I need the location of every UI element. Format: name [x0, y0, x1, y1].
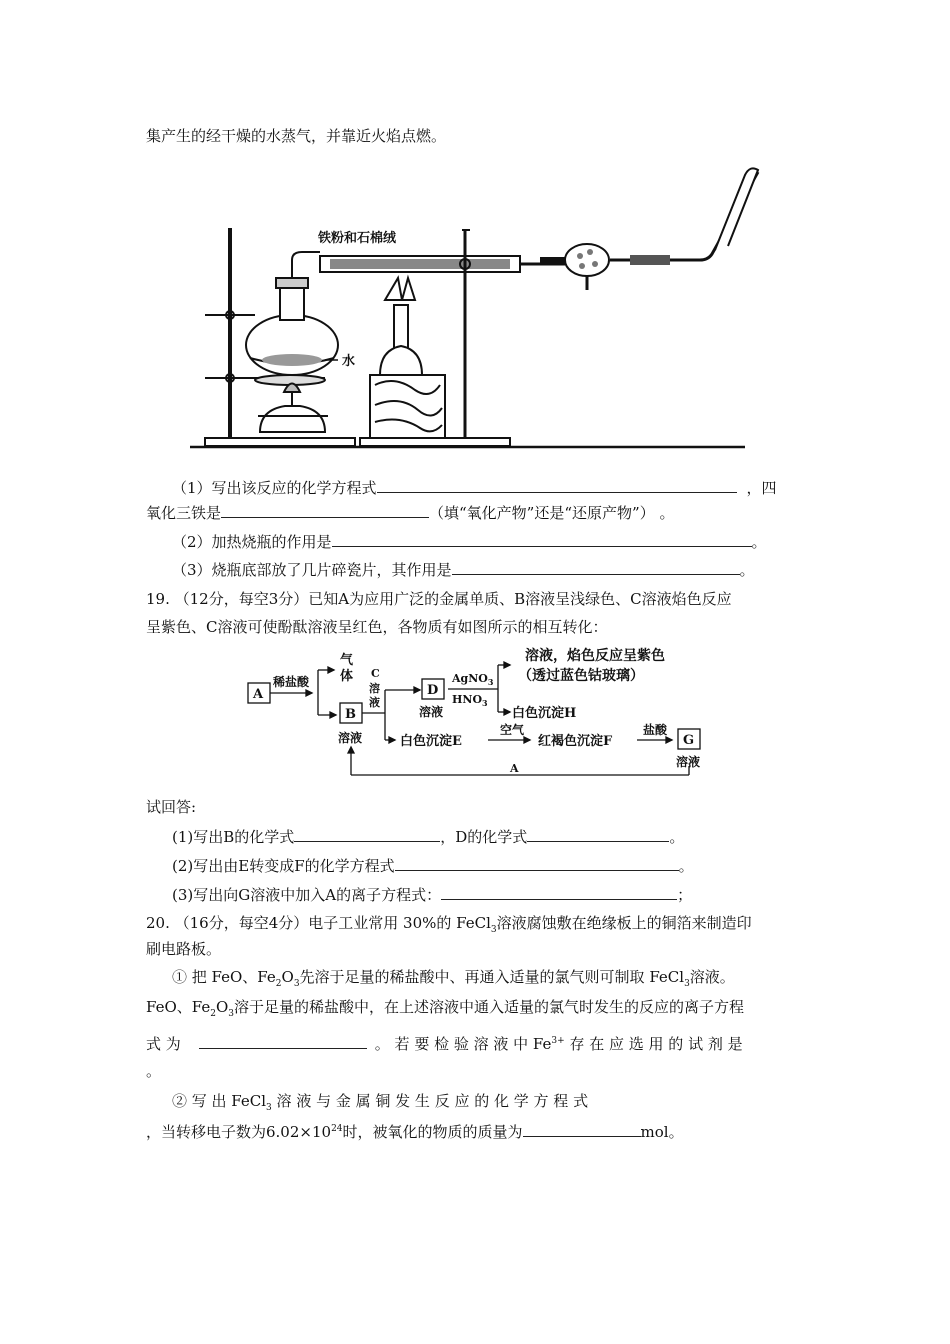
subscript: 2 — [210, 1009, 216, 1019]
q20-p1-text-c: 先溶于足量的稀盐酸中、再通入适量的氯气则可制取 FeCl — [299, 968, 685, 986]
answer-blank[interactable] — [441, 883, 677, 900]
answer-blank[interactable] — [221, 501, 429, 518]
q20-part2-line2 — [146, 1118, 684, 1143]
flow-air: 空气 — [500, 723, 525, 737]
answer-blank[interactable] — [332, 530, 752, 547]
q20-p3-text-b: 。 若 要 检 验 溶 液 中 Fe — [374, 1035, 552, 1053]
q19-sub1-line — [172, 825, 684, 848]
q20-p5-text-b: 溶 液 与 金 属 铜 发 生 反 应 的 化 学 方 程 式 — [271, 1092, 589, 1110]
q20-part1-line4: 。 — [146, 1062, 162, 1080]
flow-solution-note: （透过蓝色钴玻璃） — [518, 668, 644, 684]
answer-blank[interactable] — [294, 825, 440, 842]
answer-blank[interactable] — [377, 476, 737, 493]
q20-p2-text-b: O — [215, 998, 229, 1016]
flow-hcl: 稀盐酸 — [273, 675, 310, 689]
q19-flow-diagram — [240, 640, 720, 785]
flow-c-2: 溶 — [369, 682, 380, 695]
flow-gas-2: 体 — [340, 669, 354, 684]
q20-part1-line — [172, 966, 735, 995]
flow-hno3: HNO — [452, 693, 483, 706]
answer-blank[interactable] — [523, 1120, 641, 1137]
flow-agno3-sub: 3 — [487, 677, 494, 687]
q19-sub2-text: (2)写出由E转变成F的化学方程式 — [172, 857, 395, 875]
period: 。 — [669, 828, 685, 846]
flow-D-solution: 溶液 — [419, 705, 444, 719]
q19-try-answer: 试回答: — [146, 798, 197, 816]
q20-p6-text-c: mol。 — [640, 1123, 684, 1141]
q20-p3-text-a: 式 为 — [146, 1035, 181, 1053]
svg-text:AgNO3 — [451, 672, 494, 687]
flow-F: 红褐色沉淀F — [538, 734, 613, 749]
answer-blank[interactable] — [452, 558, 740, 575]
apparatus-diagram — [180, 160, 780, 455]
subscript: 3 — [228, 1009, 235, 1019]
answer-blank[interactable] — [527, 825, 669, 842]
q18-part2-line — [172, 530, 767, 553]
q20-header-2: 刷电路板。 — [146, 940, 222, 958]
flow-H: 白色沉淀H — [512, 706, 577, 721]
q19-header-1: 19. （12分，每空3分）已知A为应用广泛的金属单质、B溶液呈浅绿色、C溶液焰色反应 — [146, 590, 732, 608]
q19-sub1-text-b: ，D的化学式 — [440, 828, 528, 846]
period: 。 — [678, 857, 694, 875]
flow-solution-top: 溶液，焰色反应呈紫色 — [525, 648, 665, 664]
q20-p6-text-b: 时，被氧化的物质的质量为 — [342, 1123, 523, 1141]
label-iron-powder: 铁粉和石棉绒 — [318, 231, 397, 246]
q19-sub3-text: (3)写出向G溶液中加入A的离子方程式： — [172, 886, 442, 904]
flow-B-solution: 溶液 — [338, 731, 363, 745]
q20-p2-text-a: FeO、Fe — [146, 998, 211, 1016]
flow-back-A: A — [510, 762, 519, 775]
answer-blank[interactable] — [395, 854, 679, 871]
subscript: 3 — [293, 979, 300, 989]
q20-part2-line — [172, 1090, 588, 1119]
flow-A: A — [253, 687, 264, 702]
q20-p1-text-a: ① 把 FeO、Fe — [172, 968, 276, 986]
intro-text: 集产生的经干燥的水蒸气，并靠近火焰点燃。 — [146, 127, 447, 145]
q18-part1-hint: （填“氧化产物”还是“还原产物”） 。 — [429, 504, 675, 522]
q20-p6-text-a: ，当转移电子数为6.02×10 — [146, 1123, 332, 1141]
q18-part1-line2 — [146, 501, 674, 524]
q18-part1-tail: ，四 — [746, 479, 777, 497]
subscript: 3 — [266, 1103, 272, 1113]
answer-blank[interactable] — [199, 1032, 367, 1049]
svg-text:HNO3 — [452, 693, 488, 708]
flow-B: B — [345, 707, 356, 722]
q20-p1-text-d: 溶液。 — [689, 968, 735, 986]
q20-header-text: 20. （16分，每空4分）电子工业常用 30%的 FeCl — [146, 914, 491, 932]
q20-p3-text-c: 存 在 应 选 用 的 试 剂 是 — [564, 1035, 743, 1053]
q20-part1-line2 — [146, 996, 744, 1025]
q20-part1-line3 — [146, 1030, 743, 1055]
q19-sub2-line — [172, 854, 694, 877]
subscript: 2 — [275, 979, 282, 989]
q19-sub3-line — [172, 883, 692, 906]
q20-header-1 — [146, 912, 752, 941]
flow-c-3: 液 — [369, 696, 380, 709]
period: 。 — [739, 561, 755, 579]
q20-p5-text-a: ② 写 出 FeCl — [172, 1092, 267, 1110]
label-water: 水 — [342, 354, 356, 369]
flow-D: D — [427, 683, 439, 698]
q18-part3-line — [172, 558, 755, 581]
q18-part1-line — [172, 476, 777, 499]
superscript: 3+ — [551, 1036, 565, 1046]
flow-hno3-sub: 3 — [482, 698, 488, 708]
flow-gas-1: 气 — [340, 653, 354, 668]
q20-header-text-b: 溶液腐蚀敷在绝缘板上的铜箔来制造印 — [496, 914, 752, 932]
q20-p2-text-c: 溶于足量的稀盐酸中，在上述溶液中通入适量的氯气时发生的反应的离子方程 — [234, 998, 745, 1016]
q20-p1-text-b: O — [281, 968, 294, 986]
q18-part1-text2: 氧化三铁是 — [146, 504, 222, 522]
subscript: 3 — [684, 979, 690, 989]
flow-c-1: C — [371, 667, 380, 680]
q18-part3-text: （3）烧瓶底部放了几片碎瓷片，其作用是 — [172, 561, 452, 579]
flow-hcl-2: 盐酸 — [643, 723, 668, 737]
semicolon: ； — [677, 886, 693, 904]
flow-agno3: AgNO — [452, 672, 488, 685]
superscript: 24 — [331, 1124, 343, 1134]
flow-G-solution: 溶液 — [676, 755, 701, 769]
q19-header-2: 呈紫色、C溶液可使酚酞溶液呈红色，各物质有如图所示的相互转化： — [146, 618, 608, 636]
flow-E: 白色沉淀E — [400, 734, 462, 749]
period: 。 — [751, 533, 767, 551]
flow-G: G — [683, 733, 695, 748]
q18-part1-text: （1）写出该反应的化学方程式 — [172, 479, 377, 497]
q18-part2-text: （2）加热烧瓶的作用是 — [172, 533, 332, 551]
q19-sub1-text: (1)写出B的化学式 — [172, 828, 295, 846]
subscript: 3 — [490, 925, 497, 935]
